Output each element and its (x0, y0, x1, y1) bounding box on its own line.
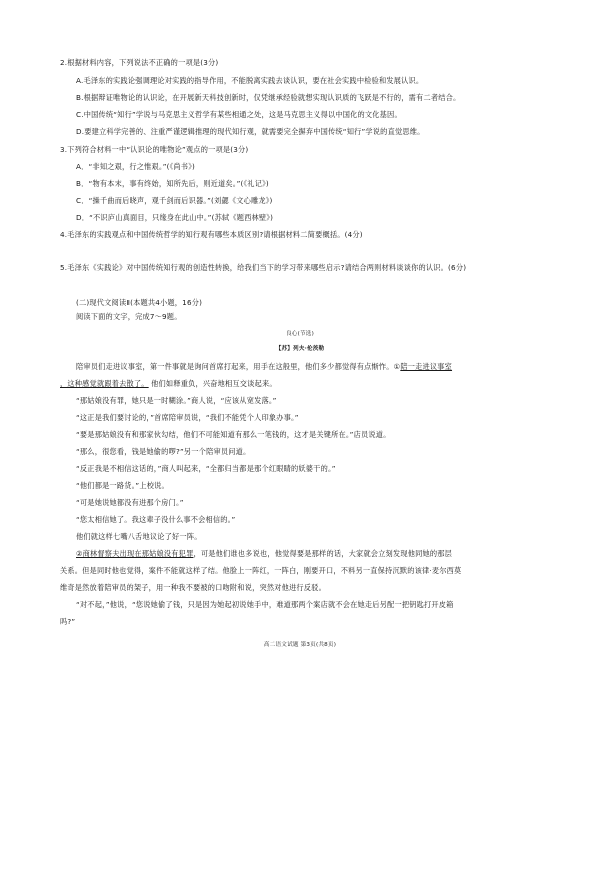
q2-option-b: B.根据辩证唯物论的认识论，在开展新天科技创新时，仅凭继承经验就想实现认识质的飞跃是不行的，需有二者结合。 (76, 93, 461, 102)
story-paragraph-1-cont (60, 379, 277, 388)
story-paragraph-2-cont: 关系。但是同时他也觉得，案件不能就这样了结。他脸上一阵红，一阵白，刚要开口，不料另一直保持沉默的该律·麦尔西莫 (60, 566, 462, 575)
dialogue-line: “他们都是一路货。”上校说。 (76, 481, 169, 490)
dialogue-line: “反正我是不相信这话的，”商人叫起来，“全都归当都是那个红眼睛的妖婆干的。” (76, 464, 336, 473)
dialogue-line: “这正是我们要讨论的，”首席陪审员说，“我们不能凭个人印象办事。” (76, 413, 299, 422)
q3-option-c: C．“操千曲而后晓声，观千剑而后识器。”(刘勰《文心雕龙》) (76, 196, 273, 205)
q3-option-d: D．“不识庐山真面目，只缘身在此山中。”(苏轼《题西林壁》) (76, 213, 274, 222)
q2-option-d: D.要建立科学完善的、注重严谨逻辑推理的现代知行观，就需要完全摒弃中国传统“知行”学说的直觉思维。 (76, 127, 425, 136)
dialogue-line-cont: 吗?” (60, 617, 76, 626)
q2-option-c: C.中国传统“知行”学说与马克思主义哲学有某些相通之处，这是马克思主义得以中国化的文化基因。 (76, 110, 402, 119)
dialogue-line: “那么，很您看，钱是她偷的啰?”另一个陪审员问道。 (76, 447, 251, 456)
q4-stem: 4.毛泽东的实践观点和中国传统哲学的知行观有哪些本质区别?请根据材料二简要概括。(4分) (60, 230, 363, 239)
dialogue-line: “那姑娘没有罪，她只是一时糊涂。”商人说，“应该从宽发落。” (76, 396, 277, 405)
story-title: 良心(节选) (286, 331, 314, 337)
dialogue-line: “对不起，”他说，“您说她偷了钱，只是因为她起初说她手中，难道那两个案店就不会在她走后另配一把钥匙打开皮箱 (76, 600, 454, 609)
paragraph-1-text: 陪审员们走进议事室，第一件事就是询问首席打起来，用手在这般里，他们多少都觉得有点惭怍。① (76, 362, 401, 371)
story-paragraph-1 (76, 362, 452, 371)
q2-stem: 2.根据材料内容，下列说法不正确的一项是(3分) (60, 58, 219, 67)
q3-stem: 3.下列符合材料一中“认识论的唯物论”观点的一项是(3分) (60, 145, 249, 154)
dialogue-line: “要是那姑娘没有和那家伙勾结，他们不可能知道有那么一笔钱的，这才是关键所在。”店员说道。 (76, 430, 391, 439)
dialogue-line: “可是她说她都没有进那个房门。” (76, 498, 184, 507)
underlined-passage-1a: 陪一走进议事室 (400, 362, 453, 371)
story-author: 【苏】列夫·伦茨勒 (275, 346, 325, 352)
story-paragraph-2 (76, 549, 452, 558)
paragraph-2-text: ，可是他们谁也多说也，他觉得要是那样的话，大家就会立刻发现他同她的那层 (193, 549, 453, 558)
q3-option-b: B．“物有本末，事有终始，知所先后，则近道矣。”(《礼记》) (76, 179, 269, 188)
paragraph-1-text-end: 他们如释重负，兴奋地相互交谈起来。 (151, 379, 277, 388)
q3-option-a: A．“非知之艰，行之惟艰。”(《尚书》) (76, 162, 195, 171)
section-instruction: 阅读下面的文字，完成7～9题。 (76, 312, 182, 321)
dialogue-line: 他们就这样七嘴八舌地议论了好一阵。 (76, 532, 202, 541)
underlined-passage-1b: ，这种感觉就跟着去散了。 (60, 379, 149, 388)
underlined-passage-2: ②商林督察夫出现在那姑娘没有犯罪 (76, 549, 194, 558)
page-footer: 高二语文试题 第3页(共8页) (263, 642, 337, 648)
section-title: (二)现代文阅读Ⅱ(本题共4小题，16分) (76, 298, 203, 307)
story-paragraph-2-cont: 维奇是然放着陪审员的架子，用一种我不要被的口吻附和说，突然对他进行反驳。 (60, 583, 326, 592)
q5-stem: 5.毛泽东《实践论》对中国传统知行观的创造性转换，给我们当下的学习带来哪些启示?请结合两则材料谈谈你的认识。(6分) (60, 263, 467, 272)
q2-option-a: A.毛泽东的实践论强调理论对实践的指导作用，不能脱离实践去谈认识，要在社会实践中检验和发展认识。 (76, 76, 424, 85)
dialogue-line: “您太相信她了。我这辈子没什么事不会相信的。” (76, 515, 236, 524)
